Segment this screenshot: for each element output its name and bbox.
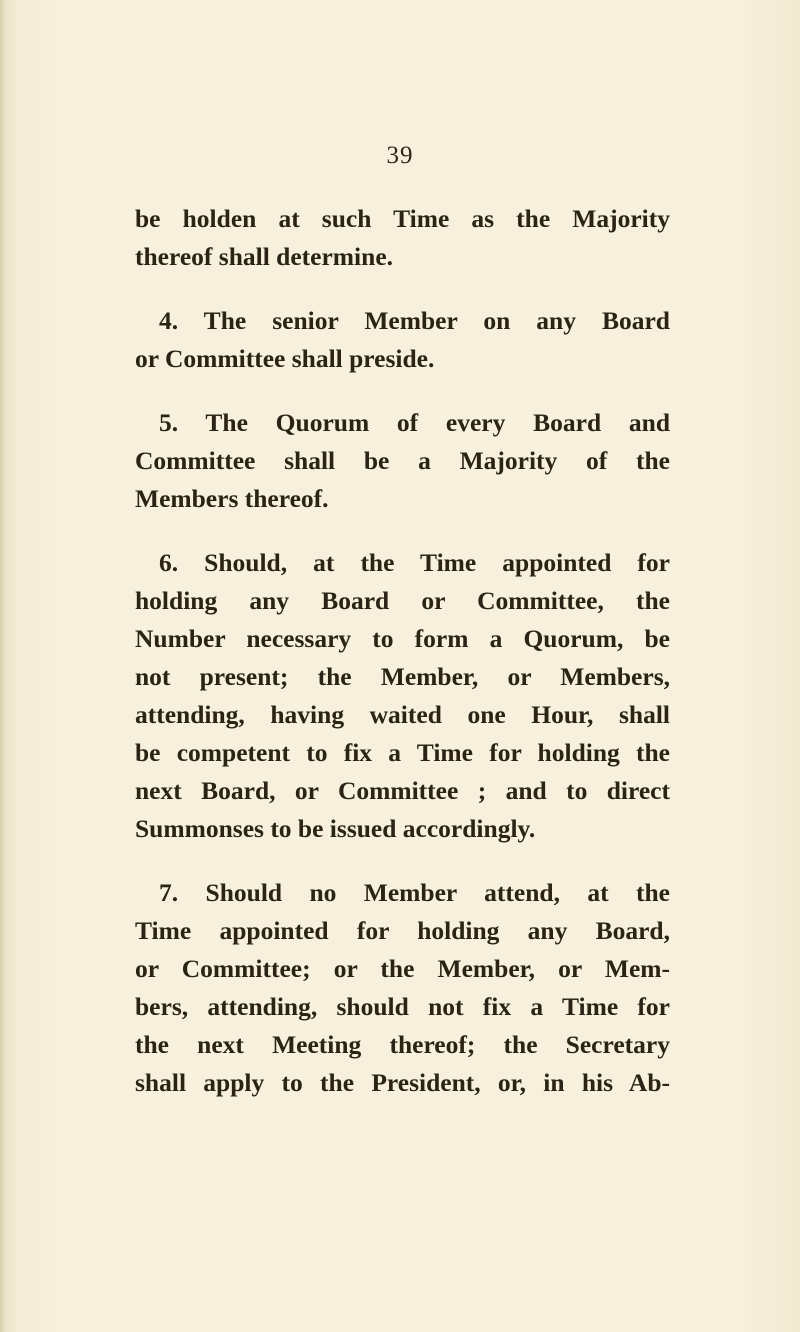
text-line: attending, having waited one Hour, shall (135, 700, 670, 729)
page-number: 39 (386, 142, 414, 169)
text-line: bers, attending, should not fix a Time for (135, 992, 670, 1021)
page-binding-edge (0, 0, 6, 1332)
paragraph-gap (135, 848, 670, 874)
text-line: next Board, or Committee ; and to direct (135, 776, 670, 805)
paragraph-gap (135, 378, 670, 404)
paragraph-gap (135, 276, 670, 302)
text-line: holding any Board or Committee, the (135, 586, 670, 615)
text-line: or Committee; or the Member, or Mem- (135, 954, 670, 983)
page-text (135, 200, 670, 1102)
text-line: thereof shall determine. (135, 242, 394, 271)
text-line: be competent to fix a Time for holding the (135, 738, 670, 767)
text-line: shall apply to the President, or, in his Ab- (135, 1068, 670, 1097)
text-line: 5. The Quorum of every Board and (159, 408, 670, 437)
text-line: 4. The senior Member on any Board (159, 306, 670, 335)
text-line: Committee shall be a Majority of the (135, 446, 670, 475)
text-line: Number necessary to form a Quorum, be (135, 624, 670, 653)
paragraph-gap (135, 518, 670, 544)
text-line: 6. Should, at the Time appointed for (159, 548, 670, 577)
text-line: be holden at such Time as the Majority (135, 204, 670, 233)
text-line: or Committee shall preside. (135, 344, 435, 373)
text-line: 7. Should no Member attend, at the (159, 878, 670, 907)
text-line: Members thereof. (135, 484, 329, 513)
text-line: Time appointed for holding any Board, (135, 916, 670, 945)
text-line: Summonses to be issued accordingly. (135, 814, 536, 843)
text-line: the next Meeting thereof; the Secretary (135, 1030, 670, 1059)
text-line: not present; the Member, or Members, (135, 662, 670, 691)
